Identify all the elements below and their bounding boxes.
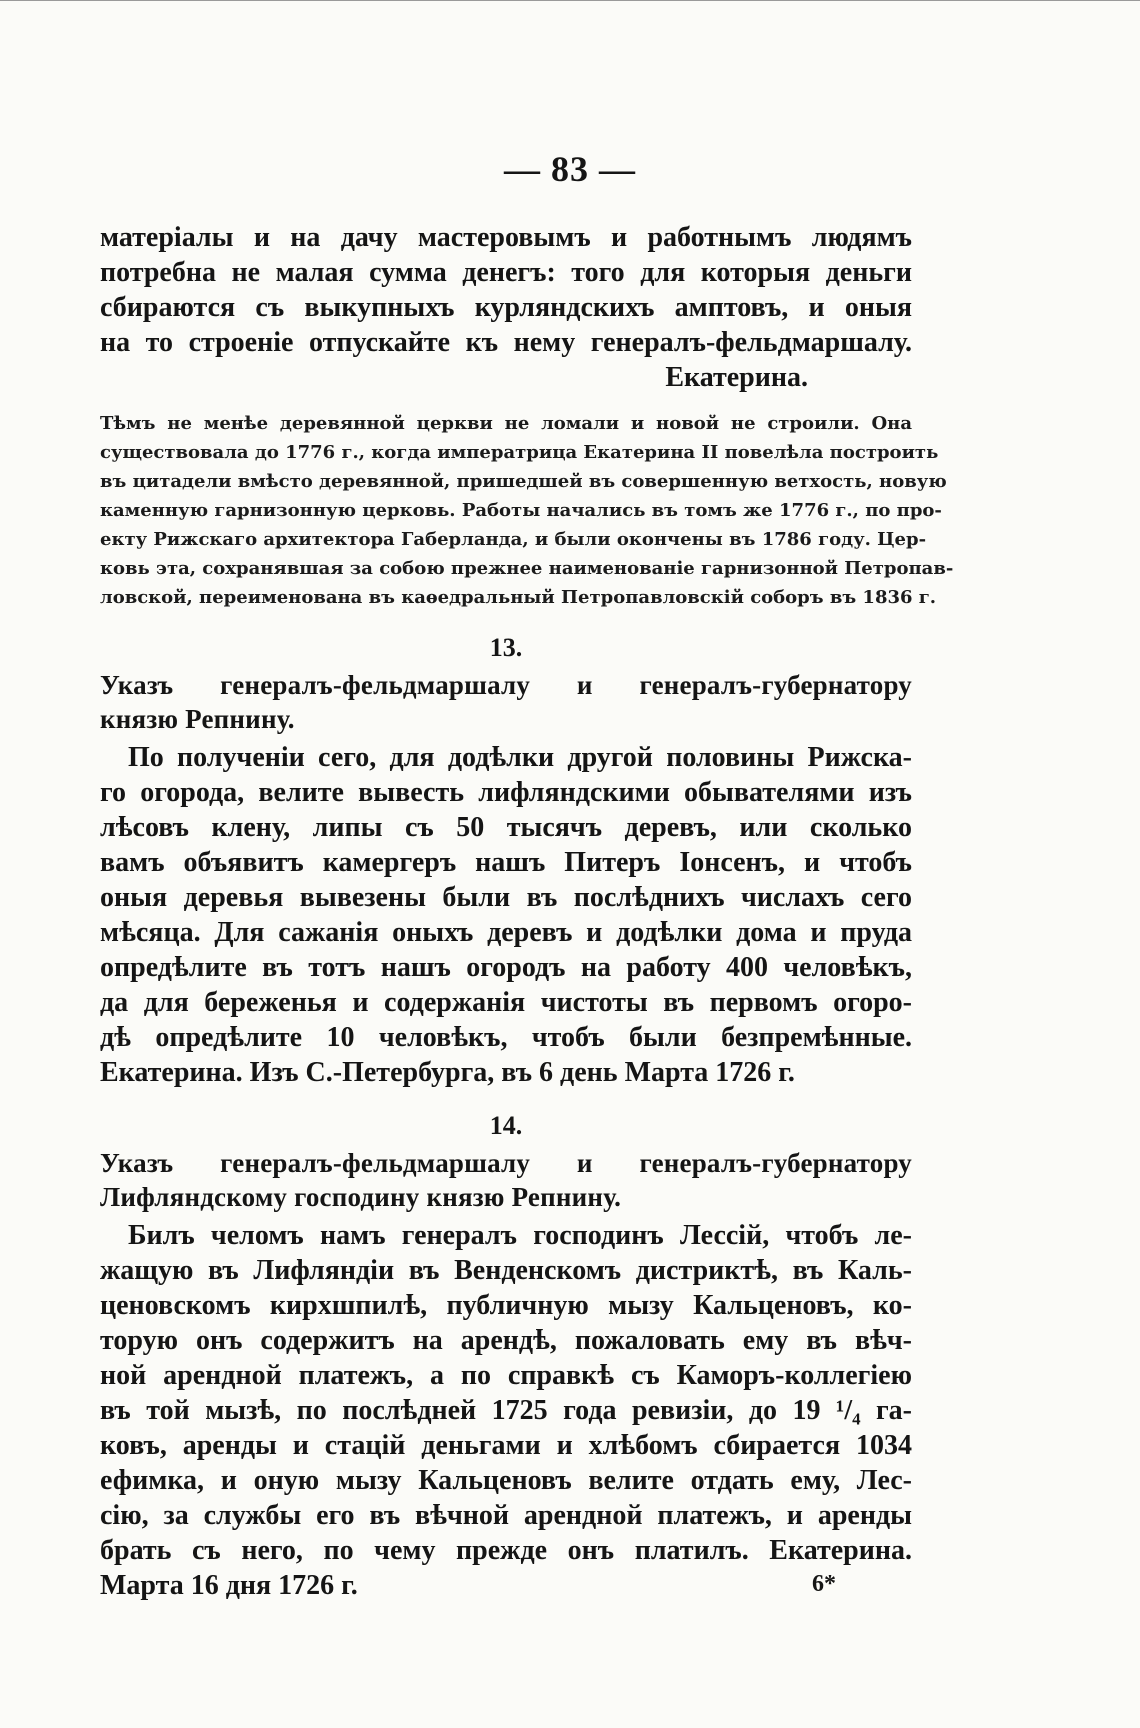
- section-14-body-line: ковъ, аренды и стацій деньгами и хлѣбомъ сбирается 1034: [100, 1430, 912, 1461]
- section-14-body-line: Марта 16 дня 1726 г.: [100, 1570, 358, 1601]
- section-13-body-line: лѣсовъ клену, липы съ 50 тысячъ деревъ, или сколько: [100, 812, 912, 843]
- section-13-body-line: По полученіи сего, для додѣлки другой половины Рижска-: [128, 742, 912, 773]
- note-line: Тѣмъ не менѣе деревянной церкви не ломали и новой не строили. Она: [100, 413, 912, 434]
- opening-paragraph: [100, 220, 912, 360]
- section-14-body-line: ценовскомъ кирхшпилѣ, публичную мызу Кальценовъ, ко-: [100, 1290, 912, 1321]
- section-13-body-line: Екатерина. Изъ С.-Петербурга, въ 6 день Марта 1726 г.: [100, 1057, 795, 1088]
- section-14-body-line: жащую въ Лифляндіи въ Венденскомъ дистриктѣ, въ Каль-: [100, 1255, 912, 1286]
- note-line: ковь эта, сохранявшая за собою прежнее наименованіе гарнизонной Петропав-: [100, 558, 954, 579]
- page-content: [100, 220, 954, 1603]
- note-line: ловской, переименована въ каѳедральный Петропавловскій соборъ въ 1836 г.: [100, 587, 937, 608]
- section-13-body: [100, 740, 912, 1090]
- page-number: — 83 —: [504, 149, 636, 189]
- section-14-body-line: Билъ челомъ намъ генералъ господинъ Лессій, чтобъ ле-: [128, 1220, 912, 1251]
- section-14-body-line: сію, за службы его въ вѣчной арендной платежъ, и аренды: [100, 1500, 912, 1531]
- section-13-body-line: го огорода, велите вывесть лифляндскими обывателями изъ: [100, 777, 912, 808]
- section-14-title-line: Указъ генералъ-фельдмаршалу и генералъ-губернатору: [100, 1148, 912, 1178]
- historical-note: [100, 409, 954, 612]
- section-13-body-line: да для береженья и содержанія чистоты въ первомъ огоро-: [100, 987, 912, 1018]
- section-13-body-line: мѣсяца. Для сажанія оныхъ деревъ и додѣлки дома и пруда: [100, 917, 912, 948]
- opening-line: матеріалы и на дачу мастеровымъ и работнымъ людямъ: [100, 222, 912, 253]
- section-14-body-line: въ той мызѣ, по послѣдней 1725 года ревизіи, до 19 ¹/₄ га-: [100, 1395, 912, 1426]
- top-rule: [0, 0, 1140, 1]
- section-14-body-line: брать съ него, по чему прежде онъ платилъ. Екатерина.: [100, 1535, 912, 1566]
- opening-line: на то строеніе отпускайте къ нему генералъ-фельдмаршалу.: [100, 327, 912, 358]
- opening-line: потребна не малая сумма денегъ: того для которыя деньги: [100, 257, 912, 288]
- section-14-body-line: ной арендной платежъ, а по справкѣ съ Каморъ-коллегіею: [100, 1360, 912, 1391]
- section-13-body-line: дѣ опредѣлите 10 человѣкъ, чтобъ были безпремѣнные.: [100, 1022, 912, 1053]
- note-line: существовала до 1776 г., когда императрица Екатерина II повелѣла построить: [100, 442, 939, 463]
- section-13-title-line: Указъ генералъ-фельдмаршалу и генералъ-губернатору: [100, 670, 912, 700]
- section-14-body: [100, 1218, 912, 1603]
- section-13-body-line: оныя деревья вывезены были въ послѣднихъ числахъ сего: [100, 882, 912, 913]
- section-13-title: [100, 668, 912, 736]
- opening-signature: Екатерина.: [665, 362, 808, 393]
- section-13-number: 13.: [489, 633, 523, 662]
- section-14-number: 14.: [489, 1111, 523, 1140]
- section-14-title-line: Лифляндскому господину князю Репнину.: [100, 1182, 622, 1212]
- section-13-body-line: опредѣлите въ тотъ нашъ огородъ на работу 400 человѣкъ,: [100, 952, 912, 983]
- section-14-title: [100, 1146, 912, 1214]
- note-line: екту Рижскаго архитектора Габерланда, и были окончены въ 1786 году. Цер-: [100, 529, 927, 550]
- section-13-title-line: князю Репнину.: [100, 704, 295, 734]
- section-14-body-line: торую онъ содержитъ на арендѣ, пожаловать ему въ вѣч-: [100, 1325, 912, 1356]
- section-13-body-line: вамъ объявитъ камергеръ нашъ Питеръ Іонсенъ, и чтобъ: [100, 847, 912, 878]
- note-line: каменную гарнизонную церковь. Работы начались въ томъ же 1776 г., по про-: [100, 500, 942, 521]
- note-line: въ цитадели вмѣсто деревянной, пришедшей въ совершенную ветхость, новую: [100, 471, 947, 492]
- signature-mark: 6*: [812, 1571, 836, 1597]
- opening-line: сбираются съ выкупныхъ курляндскихъ амптовъ, и оныя: [100, 292, 912, 323]
- section-14-body-line: ефимка, и оную мызу Кальценовъ велите отдать ему, Лес-: [100, 1465, 912, 1496]
